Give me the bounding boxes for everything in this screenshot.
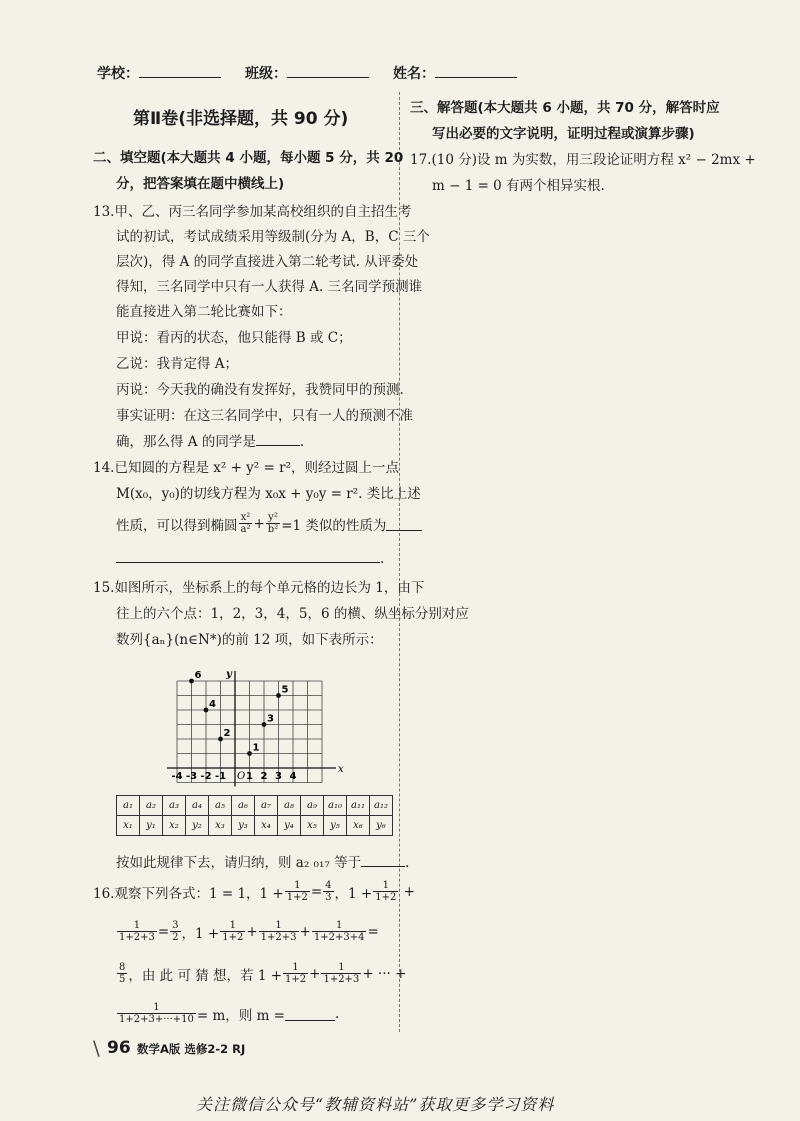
part2-title-line1: 二、填空题(本大题共 4 小题，每小题 5 分，共 20 [93, 150, 404, 166]
fraction: $\frac{1}{1+2}$ [222, 920, 244, 943]
grid-lines [177, 681, 322, 783]
x-tick-label: 1 [246, 771, 253, 782]
y-axis-label: y [226, 669, 232, 680]
sequence-cell: a₅ [209, 796, 232, 816]
q13-line: 丙说：今天我的确没有发挥好，我赞同甲的预测. [116, 382, 404, 398]
class-label: 班级： [245, 63, 369, 83]
q13-line: 层次)，得 A 的同学直接进入第二轮考试. 从评委处 [116, 254, 419, 270]
coordinate-grid-chart [160, 656, 344, 786]
q17-line2: m − 1 = 0 有两个相异实根. [432, 178, 605, 194]
q14-answer-blank-2[interactable] [116, 548, 380, 563]
data-point [218, 737, 223, 742]
fraction: $\frac{\text{x²}}{\text{a²}}$ [240, 512, 251, 535]
q13-last-line: 确，那么得 A 的同学是 . [116, 430, 304, 450]
point-marks [189, 670, 288, 756]
sequence-cell: a₈ [278, 796, 301, 816]
q16-line2: $\frac{1}{1+2+3}$ = $\frac{3}{2}$ ，1 + $\frac{1}{1+2}$ + $\frac{1}{1+2+3}$ + $\frac{1}{1+2+3+4}$ = [119, 920, 379, 943]
x-tick-label: -4 [171, 771, 183, 782]
class-blank[interactable] [287, 63, 369, 78]
data-point-label: 6 [194, 670, 202, 681]
data-point-label: 4 [209, 699, 216, 710]
fraction: $\frac{1}{1+2+3+4}$ [313, 920, 365, 943]
axes [167, 669, 344, 787]
x-tick-label: 2 [260, 771, 268, 782]
q16-line1: 16.观察下列各式：1 = 1，1 + $\frac{1}{1+2}$ = $\frac{4}{3}$ ，1 + $\frac{1}{1+2}$ + [93, 880, 415, 903]
fraction: $\frac{8}{5}$ [119, 962, 126, 985]
origin-label: O [237, 771, 246, 782]
q13-line: 乙说：我肯定得 A； [116, 356, 239, 372]
sequence-cell: a₆ [232, 796, 255, 816]
footer-bar [93, 1038, 393, 1060]
sequence-cell: x₄ [255, 816, 278, 836]
name-label: 姓名： [393, 63, 517, 83]
page-number: 96 [107, 1038, 131, 1058]
sequence-cell: a₁ [117, 796, 140, 816]
sequence-cell: x₃ [209, 816, 232, 836]
fraction: $\frac{1}{1+2}$ [375, 880, 397, 903]
fraction: $\frac{4}{3}$ [325, 880, 332, 903]
x-tick-label: 4 [289, 771, 297, 782]
sequence-cell: a₇ [255, 796, 278, 816]
q14-line3: 性质，可以得到椭圆 $\frac{\text{x²}}{\text{a²}}$ + $\frac{\text{y²}}{\text{b²}}$ =1 类似的性质为 [116, 512, 422, 535]
sequence-cell: x₁ [117, 816, 140, 836]
fraction: $\frac{\text{y²}}{\text{b²}}$ [267, 512, 279, 535]
sequence-cell: a₄ [186, 796, 209, 816]
q13-answer-blank[interactable] [256, 431, 300, 446]
sequence-cell: y₃ [232, 816, 255, 836]
data-point [276, 693, 281, 698]
sequence-cell: y₄ [278, 816, 301, 836]
fraction: $\frac{1}{1+2+3}$ [260, 920, 297, 943]
footer-slogan: 关注微信公众号“教辅资料站”获取更多学习资料 [196, 1095, 555, 1114]
fraction: $\frac{1}{1+2+3+\cdot\cdot\cdot+10}$ [119, 1002, 194, 1025]
fraction: $\frac{1}{1+2}$ [285, 962, 307, 985]
sequence-cell: y₁ [140, 816, 163, 836]
data-point-label: 3 [267, 713, 274, 725]
sequence-cell: y₅ [324, 816, 347, 836]
sequence-cell: a₉ [301, 796, 324, 816]
q13-line: 13.甲、乙、丙三名同学参加某高校组织的自主招生考 [93, 204, 412, 220]
x-tick-label: -2 [200, 771, 212, 782]
part3-title-line1: 三、解答题(本大题共 6 小题，共 70 分，解答时应 [410, 100, 720, 116]
data-point-label: 2 [223, 728, 231, 739]
fraction: $\frac{3}{2}$ [172, 920, 179, 943]
sequence-cell: a₁₂ [370, 796, 393, 816]
q13-line: 得知，三名同学中只有一人获得 A. 三名同学预测谁 [116, 279, 423, 295]
data-point [247, 751, 252, 756]
sequence-cell: a₃ [163, 796, 186, 816]
fraction: $\frac{1}{1+2}$ [286, 880, 308, 903]
sequence-cell: x₅ [301, 816, 324, 836]
q13-line: 能直接进入第二轮比赛如下： [116, 304, 292, 320]
q17-line1: 17.(10 分)设 m 为实数，用三段论证明方程 x² − 2mx + [410, 152, 756, 168]
fraction: $\frac{1}{1+2+3}$ [119, 920, 155, 943]
q16-line4: $\frac{1}{1+2+3+\cdot\cdot\cdot+10}$ = m，则 m = . [119, 1002, 340, 1025]
q13-line: 事实证明：在这三名同学中，只有一人的预测不准 [116, 408, 413, 424]
q14-answer-line: . [116, 548, 384, 567]
sequence-table-row [117, 796, 393, 816]
sequence-cell: a₁₀ [324, 796, 347, 816]
sequence-cell: y₂ [186, 816, 209, 836]
q14-line2: M(x₀，y₀)的切线方程为 x₀x + y₀y = r². 类比上述 [116, 486, 421, 502]
sequence-cell: y₆ [370, 816, 393, 836]
sequence-cell: x₆ [347, 816, 370, 836]
data-point [189, 679, 194, 684]
q14-answer-blank-1[interactable] [386, 516, 422, 531]
sequence-cell: x₂ [163, 816, 186, 836]
x-tick-label: 3 [275, 771, 282, 782]
q13-line: 甲说：看丙的状态，他只能得 B 或 C； [116, 330, 352, 346]
school-blank[interactable] [139, 63, 221, 78]
sequence-cell: a₂ [140, 796, 163, 816]
school-label: 学校： [97, 63, 221, 83]
q15-line3: 数列{aₙ}(n∈N*)的前 12 项，如下表所示： [116, 632, 383, 648]
part3-title-line2: 写出必要的文字说明，证明过程或演算步骤) [432, 126, 695, 142]
q13-line: 试的初试，考试成绩采用等级制(分为 A，B，C 三个 [116, 229, 430, 245]
part2-title-line2: 分，把答案填在题中横线上) [116, 176, 285, 192]
sequence-table [116, 795, 393, 836]
q15-tail: 按如此规律下去，请归纳，则 a₂ ₀₁₇ 等于 . [116, 851, 409, 871]
data-point [204, 708, 209, 713]
sequence-table-row [117, 816, 393, 836]
q15-line2: 往上的六个点：1，2，3，4，5，6 的横、纵坐标分别对应 [116, 606, 469, 622]
q16-answer-blank[interactable] [285, 1006, 335, 1021]
fraction: $\frac{1}{1+2+3}$ [323, 962, 360, 985]
name-blank[interactable] [435, 63, 517, 78]
q15-answer-blank[interactable] [361, 852, 405, 867]
q14-line1: 14.已知圆的方程是 x² + y² = r²，则经过圆上一点 [93, 460, 399, 476]
x-tick-label: -1 [214, 771, 227, 782]
q15-line1: 15.如图所示，坐标系上的每个单元格的边长为 1，由下 [93, 580, 425, 596]
data-point-label: 1 [252, 742, 260, 754]
section-title: 第Ⅱ卷(非选择题，共 90 分) [133, 109, 349, 129]
data-point-label: 5 [281, 684, 289, 696]
sequence-cell: a₁₁ [347, 796, 370, 816]
x-axis-label: x [338, 764, 344, 775]
q16-line3: $\frac{8}{5}$ ，由 此 可 猜 想，若 1 + $\frac{1}{1+2}$ + $\frac{1}{1+2+3}$ + ··· + [119, 962, 407, 985]
data-point [262, 722, 267, 727]
book-info: 数学A版 选修2-2 RJ [137, 1042, 246, 1056]
slash-mark: \ [93, 1036, 100, 1060]
x-tick-label: -3 [185, 771, 198, 782]
